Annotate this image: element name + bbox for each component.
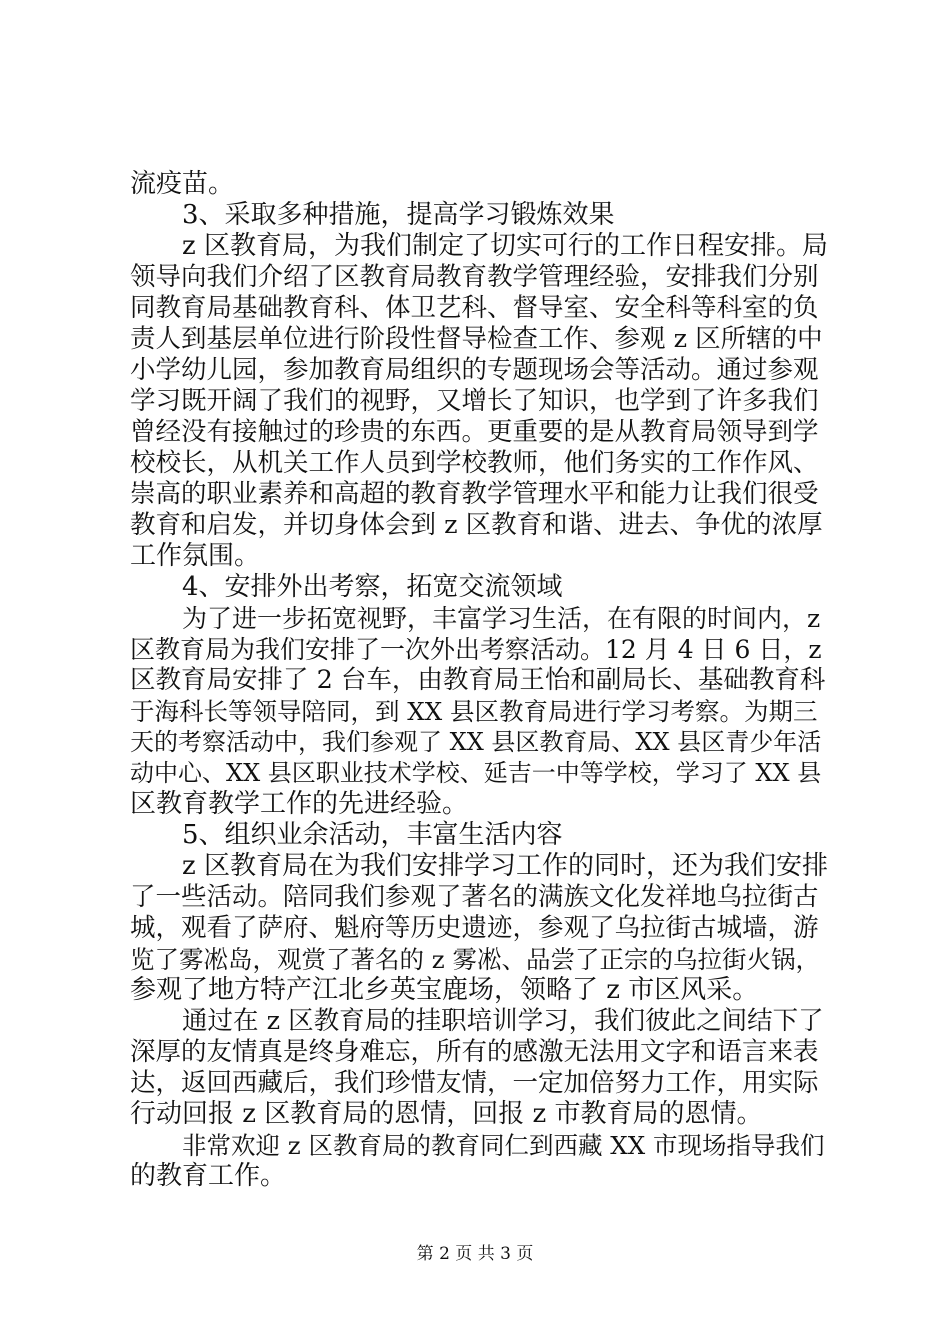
text-line: z 区教育局，为我们制定了切实可行的工作日程安排。局: [182, 231, 828, 261]
text-line: 学习既开阔了我们的视野，又增长了知识，也学到了许多我们: [130, 386, 819, 416]
text-line: 小学幼儿园，参加教育局组织的专题现场会等活动。通过参观: [130, 355, 819, 385]
text-line: 城，观看了萨府、魁府等历史遗迹，参观了乌拉街古城墙，游: [130, 913, 819, 943]
text-line: 览了雾凇岛，观赏了著名的 z 雾凇、品尝了正宗的乌拉街火锅，: [130, 945, 820, 974]
section-heading-4: 4、安排外出考察，拓宽交流领域: [182, 572, 563, 602]
text-line: 区教育局安排了 2 台车，由教育局王怡和副局长、基础教育科: [130, 665, 826, 695]
text-line: 区教育局为我们安排了一次外出考察活动。12 月 4 日 6 日，z: [130, 635, 822, 664]
text-line: 责人到基层单位进行阶段性督导检查工作、参观 z 区所辖的中: [130, 324, 823, 354]
text-line: 于海科长等领导陪同，到 XX 县区教育局进行学习考察。为期三: [130, 697, 818, 726]
text-line: 了一些活动。陪同我们参观了著名的满族文化发祥地乌拉街古: [130, 882, 819, 912]
text-line: 教育和启发，并切身体会到 z 区教育和谐、进去、争优的浓厚: [130, 510, 823, 540]
text-line: 参观了地方特产江北乡英宝鹿场，领略了 z 市区风采。: [130, 975, 759, 1005]
text-line: 崇高的职业素养和高超的教育教学管理水平和能力让我们很受: [130, 479, 819, 509]
text-line: 曾经没有接触过的珍贵的东西。更重要的是从教育局领导到学: [130, 417, 819, 447]
text-line: 达，返回西藏后，我们珍惜友情，一定加倍努力工作，用实际: [130, 1068, 819, 1098]
text-line: 区教育教学工作的先进经验。: [130, 789, 469, 819]
text-line: 非常欢迎 z 区教育局的教育同仁到西藏 XX 市现场指导我们: [182, 1131, 825, 1160]
text-line: 流疫苗。: [130, 169, 235, 199]
page-number-footer: 第 2 页 共 3 页: [416, 1244, 534, 1264]
text-line: 领导向我们介绍了区教育局教育教学管理经验，安排我们分别: [130, 262, 819, 292]
text-line: 为了进一步拓宽视野，丰富学习生活，在有限的时间内，z: [182, 604, 821, 633]
document-body: [130, 169, 830, 1192]
section-heading-5: 5、组织业余活动，丰富生活内容: [182, 820, 563, 850]
text-line: 工作氛围。: [130, 541, 261, 571]
section-heading-3: 3、采取多种措施，提高学习锻炼效果: [182, 200, 615, 230]
text-line: 的教育工作。: [130, 1161, 287, 1191]
text-line: 天的考察活动中，我们参观了 XX 县区教育局、XX 县区青少年活: [130, 728, 822, 756]
text-line: 同教育局基础教育科、体卫艺科、督导室、安全科等科室的负: [130, 293, 819, 323]
text-line: z 区教育局在为我们安排学习工作的同时，还为我们安排: [182, 851, 828, 881]
text-line: 深厚的友情真是终身难忘，所有的感激无法用文字和语言来表: [130, 1037, 819, 1067]
text-line: 通过在 z 区教育局的挂职培训学习，我们彼此之间结下了: [182, 1006, 824, 1036]
text-line: 行动回报 z 区教育局的恩情，回报 z 市教育局的恩情。: [130, 1099, 763, 1129]
text-line: 校校长，从机关工作人员到学校教师，他们务实的工作作风、: [130, 448, 819, 478]
text-line: 动中心、XX 县区职业技术学校、延吉一中等学校，学习了 XX 县: [130, 759, 822, 787]
